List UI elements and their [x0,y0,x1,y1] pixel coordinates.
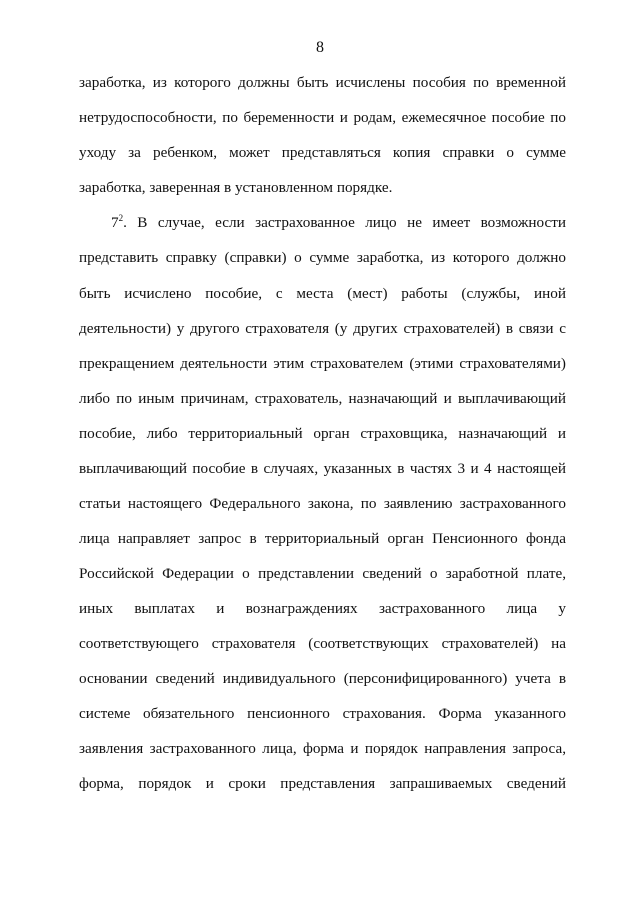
text-line: деятельности) у другого страхователя (у других страхователей) в связи с [79,320,566,337]
text-line: пособие, либо территориальный орган страховщика, назначающий и [79,425,566,442]
page-number: 8 [316,39,324,56]
text-line: заработка, из которого должны быть исчислены пособия по временной [79,74,566,91]
text-line: уходу за ребенком, может представляться копия справки о сумме [79,144,566,161]
text-line: заявления застрахованного лица, форма и порядок направления запроса, [79,740,566,757]
text-line: статьи настоящего Федерального закона, по заявлению застрахованного [79,495,566,512]
text-line: . В случае, если застрахованное лицо не имеет возможности [123,214,566,231]
text-line: прекращением деятельности этим страхователем (этими страхователями) [79,355,566,372]
paragraph-number-superscript: 2 [118,213,124,223]
text-line: выплачивающий пособие в случаях, указанных в частях 3 и 4 настоящей [79,460,566,477]
text-line: либо по иным причинам, страхователь, назначающий и выплачивающий [79,390,566,407]
paragraph-first-line [111,213,566,233]
text-line: быть исчислено пособие, с места (мест) работы (службы, иной [79,285,566,302]
text-line: лица направляет запрос в территориальный орган Пенсионного фонда [79,530,566,547]
text-line: Российской Федерации о представлении сведений о заработной плате, [79,565,566,582]
text-line: иных выплатах и вознаграждениях застрахованного лица у [79,600,566,617]
text-line: основании сведений индивидуального (персонифицированного) учета в [79,670,566,687]
text-line: представить справку (справки) о сумме заработка, из которого должно [79,249,566,266]
text-line: соответствующего страхователя (соответствующих страхователей) на [79,635,566,652]
text-line: заработка, заверенная в установленном порядке. [79,179,393,196]
text-line: форма, порядок и сроки представления запрашиваемых сведений [79,775,566,792]
text-line: нетрудоспособности, по беременности и родам, ежемесячное пособие по [79,109,566,126]
paragraph-number: 7 [111,214,119,231]
text-line: системе обязательного пенсионного страхования. Форма указанного [79,705,566,722]
